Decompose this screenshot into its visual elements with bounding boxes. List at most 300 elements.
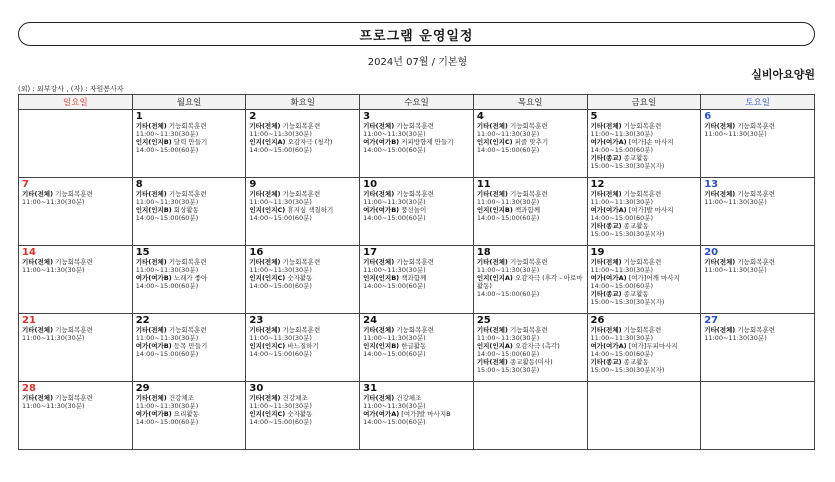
program-time: 14:00~15:00(60분) (249, 350, 312, 358)
program-entry (363, 190, 470, 198)
calendar-day-cell (473, 246, 587, 314)
program-name: 기능회복훈련 (168, 258, 207, 266)
program-name: 기능회복훈련 (168, 190, 207, 198)
program-entry (22, 394, 129, 402)
program-time: 14:00~15:00(60분) (476, 146, 540, 154)
program-time: 14:00~15:00(60분) (135, 146, 199, 154)
program-name: 기능회복훈련 (55, 394, 93, 402)
calendar-day-cell (587, 382, 701, 450)
program-time: 11:00~11:30(30분) (476, 334, 540, 342)
day-number: 6 (704, 111, 712, 122)
program-time: 14:00~15:00(60분) (249, 282, 312, 290)
program-time: 11:00~11:30(30분) (704, 334, 767, 342)
program-time: 14:00~15:00(60분) (363, 418, 426, 426)
calendar-day-cell (19, 382, 133, 450)
program-category: 기타(전체) (476, 190, 508, 198)
program-category: 기타(전체) (249, 326, 281, 334)
program-time: 14:00~15:00(60분) (476, 350, 540, 358)
program-time: 11:00~11:30(30분) (476, 266, 540, 274)
program-name: 오감자극 (촉각) (514, 342, 560, 350)
program-time: 14:00~15:00(60분) (363, 282, 426, 290)
calendar-day-cell (587, 246, 701, 314)
program-entry (477, 274, 584, 290)
program-entry (591, 206, 698, 214)
program-category: 기타(전체) (704, 122, 736, 130)
day-number: 18 (476, 247, 491, 258)
program-category: 인지(인지B) (363, 342, 400, 350)
program-time: 11:00~11:30(30분) (22, 266, 85, 274)
program-category: 기타(전체) (249, 122, 281, 130)
program-name: 기능회복훈련 (509, 258, 548, 266)
program-category: 여가(여가B) (135, 274, 172, 282)
week-row (19, 314, 815, 382)
program-entry (591, 290, 698, 298)
weekday-header-fri: 금요일 (587, 95, 701, 110)
week-row (19, 382, 815, 450)
program-time: 14:00~15:00(60분) (135, 214, 199, 222)
calendar-day-cell (132, 246, 246, 314)
day-number: 29 (135, 383, 150, 394)
program-name: 기능회복훈련 (396, 190, 434, 198)
program-category: 여가(여가A) (590, 206, 627, 214)
program-category: 기타(전체) (135, 190, 167, 198)
program-category: 기타(전체) (22, 258, 54, 266)
calendar-day-cell (360, 178, 474, 246)
day-number: 19 (590, 247, 605, 258)
program-category: 여가(여가B) (363, 138, 400, 146)
program-category: 기타(전체) (704, 190, 736, 198)
program-category: 기타(전체) (249, 394, 281, 402)
program-name: 기능회복훈련 (282, 326, 321, 334)
program-time: 14:00~15:00(60분) (590, 214, 654, 222)
program-category: 여가(여가B) (363, 206, 400, 214)
calendar-day-cell (360, 314, 474, 382)
program-entry (591, 274, 698, 282)
program-name: [여가]손 마사지 (628, 138, 674, 146)
program-name: 건강체조 (282, 394, 308, 402)
program-entry (591, 342, 698, 350)
program-name: 기능회복훈련 (396, 326, 434, 334)
program-name: 요리활동 (173, 410, 199, 418)
calendar-day-cell (701, 314, 815, 382)
program-name: 기능회복훈련 (737, 122, 776, 130)
week-row (19, 110, 815, 178)
calendar-day-cell (132, 382, 246, 450)
day-number: 30 (249, 383, 264, 394)
program-category: 인지(인지B) (476, 206, 513, 214)
week-row (19, 178, 815, 246)
program-entry (477, 206, 584, 214)
day-number: 28 (22, 383, 36, 394)
program-category: 기타(종교) (590, 290, 622, 298)
program-category: 기타(전체) (135, 258, 167, 266)
program-name: 책과함께 (514, 206, 541, 214)
program-time: 14:00~15:00(60분) (363, 350, 426, 358)
day-number: 17 (363, 247, 378, 258)
calendar-body (19, 110, 815, 450)
program-time: 14:00~15:00(60분) (135, 350, 199, 358)
program-name: 기능회복훈련 (282, 122, 321, 130)
day-number: 22 (135, 315, 150, 326)
program-entry (22, 190, 129, 198)
calendar-day-cell (701, 382, 815, 450)
calendar-day-cell (246, 110, 360, 178)
program-entry (249, 206, 356, 214)
weekday-header-sat: 토요일 (701, 95, 815, 110)
program-category: 기타(전체) (363, 394, 395, 402)
day-number: 14 (22, 247, 36, 258)
program-name: 커피방향제 만들기 (401, 138, 454, 146)
program-name: 기능회복훈련 (623, 326, 662, 334)
program-entry (591, 138, 698, 146)
program-time: 11:00~11:30(30분) (22, 334, 85, 342)
program-entry (136, 274, 243, 282)
schedule-calendar (18, 94, 815, 450)
program-category: 기타(전체) (135, 326, 167, 334)
program-entry (136, 342, 243, 350)
program-entry (363, 410, 470, 418)
program-name: 등목 만들기 (173, 342, 208, 350)
day-number: 20 (704, 247, 719, 258)
program-entry (477, 326, 584, 334)
program-name: 한글활동 (401, 342, 427, 350)
program-entry (249, 394, 356, 402)
program-time: 14:00~15:00(60분) (476, 214, 540, 222)
program-entry (136, 138, 243, 146)
program-category: 인지(인지B) (363, 274, 400, 282)
program-category: 인지(인지C) (249, 274, 286, 282)
program-category: 여가(여가A) (363, 410, 400, 418)
program-entry (704, 326, 811, 334)
day-number: 23 (249, 315, 264, 326)
day-number: 9 (249, 179, 257, 190)
program-entry (136, 122, 243, 130)
program-entry (704, 190, 811, 198)
program-name: 숫자활동 (287, 274, 313, 282)
program-time: 11:00~11:30(30분) (249, 402, 312, 410)
day-number: 25 (476, 315, 491, 326)
program-name: 기능회복훈련 (55, 190, 93, 198)
program-entry (591, 358, 698, 366)
program-time: 14:00~15:00(60분) (249, 214, 312, 222)
program-entry (477, 358, 584, 366)
program-entry (249, 274, 356, 282)
program-category: 기타(전체) (476, 358, 508, 366)
calendar-day-cell (132, 178, 246, 246)
calendar-day-cell (473, 314, 587, 382)
program-name: 바느질하기 (287, 342, 319, 350)
program-time: 15:00~15:30(30분)(자) (590, 366, 665, 374)
program-category: 인지(인지C) (249, 342, 286, 350)
calendar-day-cell (473, 110, 587, 178)
program-category: 인지(인지B) (135, 138, 172, 146)
program-name: 기능회복훈련 (282, 258, 321, 266)
program-time: 15:00~15:30(30분) (476, 366, 540, 374)
calendar-day-cell (246, 314, 360, 382)
program-category: 기타(전체) (135, 394, 167, 402)
program-entry (591, 326, 698, 334)
program-entry (249, 258, 356, 266)
program-entry (136, 206, 243, 214)
calendar-day-cell (473, 382, 587, 450)
calendar-day-cell (19, 110, 133, 178)
program-category: 여가(여가B) (135, 342, 172, 350)
program-entry (249, 122, 356, 130)
organization-name: 실비아요양원 (751, 68, 815, 81)
program-name: 회상활동 (173, 206, 199, 214)
program-category: 기타(전체) (704, 258, 736, 266)
program-category: 기타(전체) (363, 326, 395, 334)
program-time: 11:00~11:30(30분) (704, 266, 767, 274)
calendar-day-cell (701, 110, 815, 178)
day-number: 27 (704, 315, 719, 326)
program-name: 퍼즐 맞추기 (514, 138, 549, 146)
program-name: 기능회복훈련 (509, 326, 548, 334)
program-time: 11:00~11:30(30분) (590, 198, 654, 206)
calendar-day-cell (19, 178, 133, 246)
program-category: 인지(인지A) (476, 274, 513, 282)
program-time: 11:00~11:30(30분) (135, 198, 199, 206)
program-name: 기능회복훈련 (509, 190, 548, 198)
program-time: 11:00~11:30(30분) (135, 266, 199, 274)
program-name: 달력 만들기 (173, 138, 208, 146)
program-name: 종교활동 (623, 290, 649, 298)
program-name: 기능회복훈련 (737, 190, 776, 198)
program-category: 기타(전체) (363, 190, 395, 198)
program-entry (477, 258, 584, 266)
program-category: 기타(전체) (22, 190, 54, 198)
day-number: 2 (249, 111, 257, 122)
program-category: 기타(종교) (590, 358, 622, 366)
program-category: 인지(인지C) (249, 206, 286, 214)
program-time: 11:00~11:30(30분) (363, 402, 426, 410)
weekday-header-wed: 수요일 (360, 95, 474, 110)
calendar-day-cell (360, 110, 474, 178)
calendar-day-cell (360, 246, 474, 314)
day-number: 5 (590, 111, 598, 122)
program-entry (591, 154, 698, 162)
program-category: 기타(전체) (476, 122, 508, 130)
program-category: 인지(인지C) (476, 138, 513, 146)
weekday-header-row (19, 95, 815, 110)
program-entry (363, 326, 470, 334)
calendar-day-cell (246, 178, 360, 246)
program-category: 인지(인지A) (249, 138, 286, 146)
program-entry (704, 122, 811, 130)
program-name: 책과함께 (401, 274, 427, 282)
program-category: 인지(인지A) (476, 342, 513, 350)
program-name: 숫자활동 (287, 410, 313, 418)
program-entry (477, 122, 584, 130)
day-number: 1 (135, 111, 143, 122)
program-time: 11:00~11:30(30분) (135, 334, 199, 342)
program-name: 기능회복훈련 (396, 258, 434, 266)
program-entry (22, 326, 129, 334)
program-entry (363, 206, 470, 214)
page-title: 프로그램 운영일정 (359, 28, 474, 44)
program-entry (363, 342, 470, 350)
program-name: 풍선놀이 (401, 206, 427, 214)
program-time: 11:00~11:30(30분) (363, 130, 426, 138)
program-name: 기능회복훈련 (623, 122, 662, 130)
program-name: 종교활동(미사) (509, 358, 553, 366)
program-time: 15:00~15:30(30분)(자) (590, 230, 665, 238)
program-category: 기타(전체) (22, 326, 54, 334)
program-name: 기능회복훈련 (737, 258, 776, 266)
program-category: 여가(여가A) (590, 138, 627, 146)
calendar-day-cell (587, 178, 701, 246)
program-time: 14:00~15:00(60분) (135, 282, 199, 290)
program-category: 기타(전체) (590, 190, 622, 198)
program-name: 기능회복훈련 (396, 122, 434, 130)
program-time: 11:00~11:30(30분) (590, 266, 654, 274)
weekday-header-thu: 목요일 (473, 95, 587, 110)
program-entry (22, 258, 129, 266)
day-number: 8 (135, 179, 143, 190)
program-entry (249, 138, 356, 146)
program-time: 11:00~11:30(30분) (590, 130, 654, 138)
program-entry (136, 326, 243, 334)
program-name: 기능회복훈련 (623, 190, 662, 198)
program-time: 11:00~11:30(30분) (363, 198, 426, 206)
program-category: 기타(전체) (363, 258, 395, 266)
program-name: [여가]발 마사지B (401, 410, 451, 418)
program-category: 여가(여가B) (135, 410, 172, 418)
calendar-day-cell (132, 314, 246, 382)
calendar-day-cell (246, 382, 360, 450)
day-number: 26 (590, 315, 605, 326)
calendar-day-cell (19, 314, 133, 382)
program-name: 기능회복훈련 (168, 326, 207, 334)
program-time: 11:00~11:30(30분) (704, 198, 767, 206)
program-name: 종교활동 (623, 222, 649, 230)
calendar-day-cell (587, 110, 701, 178)
program-time: 11:00~11:30(30분) (249, 266, 312, 274)
program-time: 11:00~11:30(30분) (135, 130, 199, 138)
program-category: 기타(전체) (590, 326, 622, 334)
program-time: 14:00~15:00(60분) (590, 282, 654, 290)
day-number: 16 (249, 247, 264, 258)
program-time: 11:00~11:30(30분) (22, 198, 85, 206)
program-category: 기타(전체) (476, 258, 508, 266)
program-category: 기타(종교) (590, 222, 622, 230)
program-category: 여가(여가A) (590, 274, 627, 282)
program-entry (591, 190, 698, 198)
day-number: 13 (704, 179, 719, 190)
program-entry (363, 122, 470, 130)
program-time: 11:00~11:30(30분) (249, 130, 312, 138)
program-name: [여가]발 마사지 (628, 206, 674, 214)
program-name: 기능회복훈련 (168, 122, 207, 130)
program-name: 기능회복훈련 (509, 122, 548, 130)
weekday-header-mon: 월요일 (132, 95, 246, 110)
program-name: 기능회복훈련 (623, 258, 662, 266)
program-time: 11:00~11:30(30분) (590, 334, 654, 342)
program-entry (477, 190, 584, 198)
page-title-box (18, 22, 815, 46)
calendar-day-cell (473, 178, 587, 246)
program-name: 오감자극 (후각 - 아로마 활동) (476, 274, 583, 290)
program-time: 14:00~15:00(60분) (249, 146, 312, 154)
program-time: 14:00~15:00(60분) (135, 418, 199, 426)
weekday-header-tue: 화요일 (246, 95, 360, 110)
program-category: 기타(종교) (590, 154, 622, 162)
program-entry (249, 190, 356, 198)
calendar-day-cell (701, 246, 815, 314)
program-name: 노래가 좋아 (173, 274, 208, 282)
day-number: 31 (363, 383, 378, 394)
program-name: 휴지심 색칠하기 (287, 206, 334, 214)
program-time: 14:00~15:00(60분) (363, 146, 426, 154)
program-time: 15:00~15:30(30분)(자) (590, 298, 665, 306)
program-name: 기능회복훈련 (55, 326, 93, 334)
program-category: 인지(인지B) (135, 206, 172, 214)
calendar-day-cell (360, 382, 474, 450)
program-entry (591, 258, 698, 266)
program-name: 기능회복훈련 (282, 190, 321, 198)
calendar-day-cell (132, 110, 246, 178)
program-category: 기타(전체) (249, 190, 281, 198)
program-time: 11:00~11:30(30분) (249, 198, 312, 206)
page-subtitle: 2024년 07월 / 기본형 (367, 57, 468, 68)
program-category: 기타(전체) (590, 122, 622, 130)
program-entry (249, 342, 356, 350)
program-category: 기타(전체) (135, 122, 167, 130)
program-time: 14:00~15:00(60분) (249, 418, 312, 426)
program-entry (363, 138, 470, 146)
program-time: 11:00~11:30(30분) (363, 334, 426, 342)
legend-note: (외) : 외부강사 , (자) : 자원봉사자 (18, 85, 124, 93)
program-time: 14:00~15:00(60분) (476, 290, 540, 298)
program-name: 기능회복훈련 (55, 258, 93, 266)
day-number: 7 (22, 179, 29, 190)
program-entry (591, 122, 698, 130)
program-entry (136, 410, 243, 418)
program-time: 11:00~11:30(30분) (476, 198, 540, 206)
program-entry (136, 394, 243, 402)
program-entry (136, 190, 243, 198)
program-entry (704, 258, 811, 266)
program-name: 오감자극 (청각) (287, 138, 333, 146)
program-name: [여가]어깨 마사지 (628, 274, 680, 282)
calendar-day-cell (19, 246, 133, 314)
day-number: 11 (476, 179, 491, 190)
program-time: 11:00~11:30(30분) (476, 130, 540, 138)
program-time: 15:00~15:30(30분)(자) (590, 162, 665, 170)
program-name: 종교활동 (623, 154, 649, 162)
program-entry (363, 274, 470, 282)
day-number: 4 (476, 111, 484, 122)
week-row (19, 246, 815, 314)
program-name: 기능회복훈련 (737, 326, 776, 334)
program-time: 14:00~15:00(60분) (590, 146, 654, 154)
program-category: 기타(전체) (249, 258, 281, 266)
program-entry (249, 326, 356, 334)
day-number: 10 (363, 179, 378, 190)
program-time: 14:00~15:00(60분) (590, 350, 654, 358)
program-time: 11:00~11:30(30분) (22, 402, 85, 410)
program-entry (136, 258, 243, 266)
program-name: 건강체조 (168, 394, 194, 402)
program-category: 기타(전체) (704, 326, 736, 334)
day-number: 12 (590, 179, 605, 190)
program-category: 기타(전체) (476, 326, 508, 334)
program-category: 인지(인지C) (249, 410, 286, 418)
day-number: 24 (363, 315, 378, 326)
program-category: 여가(여가A) (590, 342, 627, 350)
program-entry (363, 394, 470, 402)
day-number: 3 (363, 111, 371, 122)
